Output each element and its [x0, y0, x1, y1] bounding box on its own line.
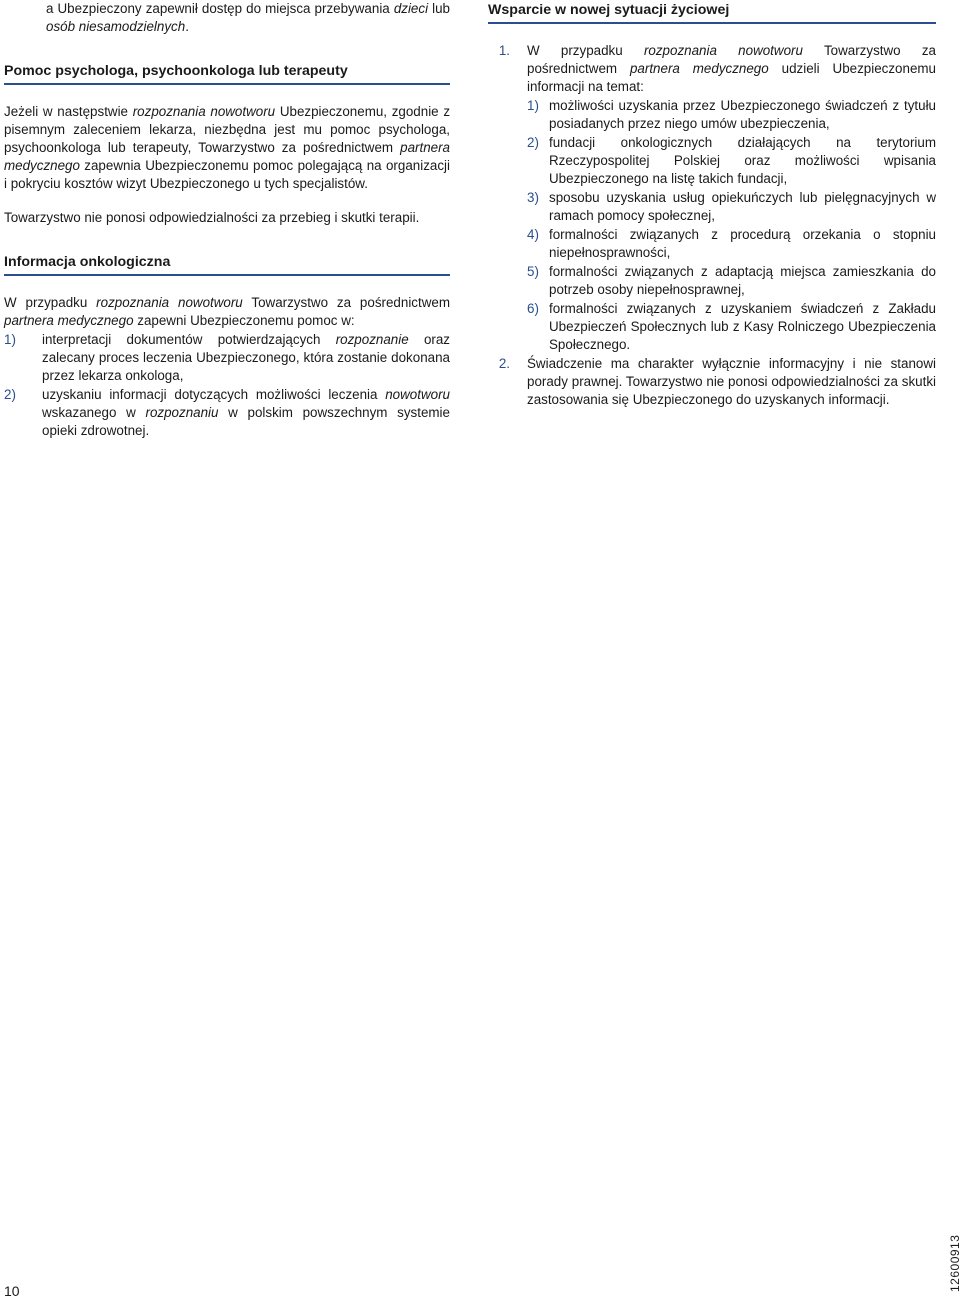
psych-paragraph-2: Towarzystwo nie ponosi odpowiedzialności za przebieg i skutki terapii.: [4, 210, 420, 225]
left-column: [4, 0, 450, 440]
document-code: 12600913: [948, 1234, 962, 1292]
list-item: 3) sposobu uzyskania usług opiekuńczych lub pielęgnacyjnych w ramach pomocy społecznej,: [527, 190, 936, 223]
list-item: 4) formalności związanych z procedurą orzekania o stopniu niepełnosprawności,: [527, 227, 936, 260]
list-item: 2) uzyskaniu informacji dotyczących możliwości leczenia nowotworu wskazanego w rozpoznaniu w polskim powszechnym systemie opieki zdrowotnej.: [4, 387, 450, 438]
onko-intro: W przypadku rozpoznania nowotworu Towarzystwo za pośrednictwem partnera medycznego zapewni Ubezpieczonemu pomoc w:: [4, 295, 450, 328]
right-column: [488, 0, 936, 409]
list-item: 6) formalności związanych z uzyskaniem świadczeń z Zakładu Ubezpieczeń Społecznych lub z Kasy Rolniczego Ubezpieczenia Społecznego.: [527, 301, 936, 352]
numbered-paragraph-2: 2. Świadczenie ma charakter wyłącznie informacyjny i nie stanowi porady prawnej. Towarzystwo nie ponosi odpowiedzialności za skutki zastosowania się Ubezpieczonego do uzyskanych informacji.: [498, 356, 936, 407]
numbered-paragraph-1: 1. W przypadku rozpoznania nowotworu Towarzystwo za pośrednictwem partnera medycznego udzieli Ubezpieczonemu informacji na temat: 1) możliwości uzyskania przez Ubezpieczonego świadczeń z tytułu posiadanych przez niego umów ubezpieczenia, 2) fundacji onkologicznych działających na terytorium Rzeczypospolitej Polskiej oraz możliwości wpisania Ubezpieczonego na listę takich fundacji, 3) sposobu uzyskania usług opiekuńczych lub pielęgnacyjnych w ramach pomocy społecznej, 4) formalności związanych z procedurą orzekania o stopniu niepełnosprawności, 5) formalności związanych z adaptacją miejsca zamieszkania do potrzeb osoby niepełnosprawnej, 6) formalności związanych z uzyskaniem świadczeń z Zakładu Ubezpieczeń Społecznych lub z Kasy Rolniczego Ubezpieczenia Społecznego.: [498, 43, 937, 352]
section-heading-support: Wsparcie w nowej sytuacji życiowej: [488, 1, 936, 24]
list-item: 5) formalności związanych z adaptacją miejsca zamieszkania do potrzeb osoby niepełnosprawnej,: [527, 264, 936, 297]
continuation-text: a Ubezpieczony zapewnił dostęp do miejsca przebywania dzieci lub osób niesamodzielnych.: [46, 1, 450, 34]
section-heading-psych: Pomoc psychologa, psychoonkologa lub terapeuty: [4, 62, 450, 85]
section-heading-onko: Informacja onkologiczna: [4, 253, 450, 276]
psych-paragraph-1: Jeżeli w następstwie rozpoznania nowotworu Ubezpieczonemu, zgodnie z pisemnym zaleceniem lekarza, niezbędna jest mu pomoc psychologa, psychoonkologa lub terapeuty, Towarzystwo za pośrednictwem partnera medycznego zapewnia Ubezpieczonemu pomoc polegającą na organizacji i pokryciu kosztów wizyt Ubezpieczonego u tych specjalistów.: [4, 104, 451, 191]
list-item: 2) fundacji onkologicznych działających na terytorium Rzeczypospolitej Polskiej oraz możliwości wpisania Ubezpieczonego na listę takich fundacji,: [527, 135, 936, 186]
list-item: 1) możliwości uzyskania przez Ubezpieczonego świadczeń z tytułu posiadanych przez niego umów ubezpieczenia,: [527, 98, 936, 131]
page-number: 10: [4, 1283, 20, 1299]
list-item: 1) interpretacji dokumentów potwierdzających rozpoznanie oraz zalecany proces leczenia Ubezpieczonego, która zostanie dokonana przez lekarza onkologa,: [4, 332, 450, 383]
